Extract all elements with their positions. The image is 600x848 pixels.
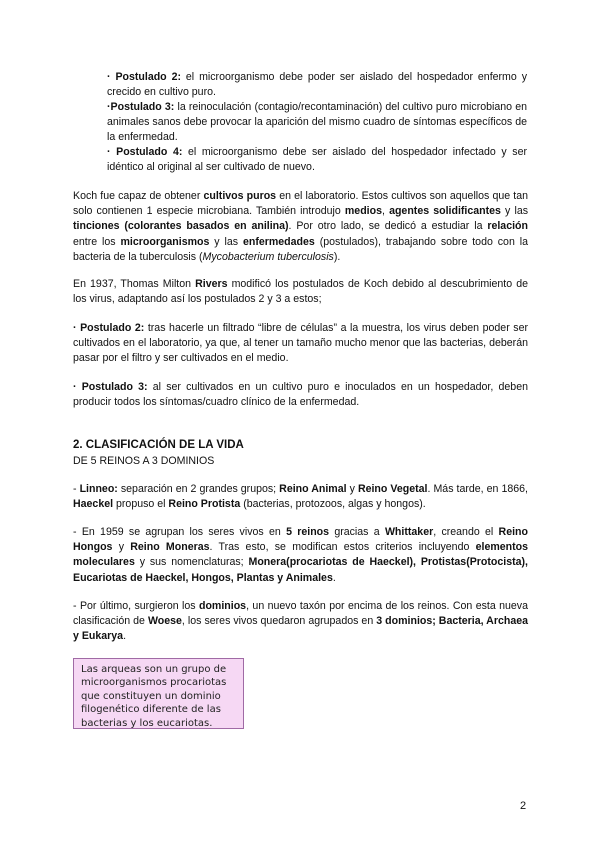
koch-postulado-4: · Postulado 4: el microorganismo debe ser aislado del hospedador infectado y ser idéntico al original al ser cultivado de nuevo. (107, 146, 527, 174)
linneo-paragraph: - Linneo: separación en 2 grandes grupos; Reino Animal y Reino Vegetal. Más tarde, en 1866, Haeckel propuso el Reino Protista (bacterias, protozoos, algas y hongos). (73, 483, 528, 511)
page-number: 2 (520, 800, 527, 812)
arqueas-note-box: Las arqueas son un grupo de microorganismos procariotas que constituyen un dominio filogenético diferente de las bacterias y los eucariotas. (73, 658, 244, 729)
rivers-postulado-3: · Postulado 3: al ser cultivados en un cultivo puro e inoculados en un hospedador, deben producir todos los síntomas/cuadro clínico de la enfermedad. (73, 381, 528, 409)
section-title: 2. CLASIFICACIÓN DE LA VIDA (73, 439, 244, 451)
koch-paragraph: Koch fue capaz de obtener cultivos puros en el laboratorio. Estos cultivos son aquellos que tan solo contienen 1 especie microbiana. También introdujo medios, agentes solidificantes y las tinciones (colorantes basados en anilina). Por otro lado, se dedicó a estudiar la relación entre los microorganismos y las enfermedades (postulados), trabajando sobre todo con la bacteria de la tuberculosis (Mycobacterium tuberculosis). (73, 190, 529, 263)
section-subtitle: DE 5 REINOS A 3 DOMINIOS (73, 455, 215, 467)
koch-postulado-3: ·Postulado 3: la reinoculación (contagio/recontaminación) del cultivo puro microbiano en animales sanos debe provocar la aparición del mismo cuadro de síntomas específicos de la enfermedad. (107, 101, 527, 144)
rivers-postulado-2: · Postulado 2: tras hacerle un filtrado “libre de células” a la muestra, los virus deben poder ser cultivados en el laboratorio, ya que, al tener un tamaño mucho menor que las bacterias, deberán pasar por el filtro y ser cultivados en el medio. (73, 322, 528, 365)
rivers-paragraph: En 1937, Thomas Milton Rivers modificó los postulados de Koch debido al descubrimiento de los virus, adaptando así los postulados 2 y 3 a estos; (73, 278, 528, 306)
whittaker-paragraph: - En 1959 se agrupan los seres vivos en 5 reinos gracias a Whittaker, creando el Reino Hongos y Reino Moneras. Tras esto, se modifican estos criterios incluyendo elementos moleculares y sus nomenclaturas; Monera(procariotas de Haeckel), Protistas(Protocista), Eucariotas de Haeckel, Hongos, Plantas y Animales. (73, 526, 529, 584)
koch-postulado-2: · Postulado 2: el microorganismo debe poder ser aislado del hospedador enfermo y crecido en cultivo puro. (107, 71, 527, 99)
dominios-paragraph: - Por último, surgieron los dominios, un nuevo taxón por encima de los reinos. Con esta nueva clasificación de Woese, los seres vivos quedaron agrupados en 3 dominios; Bacteria, Archaea y Eukarya. (73, 600, 529, 643)
